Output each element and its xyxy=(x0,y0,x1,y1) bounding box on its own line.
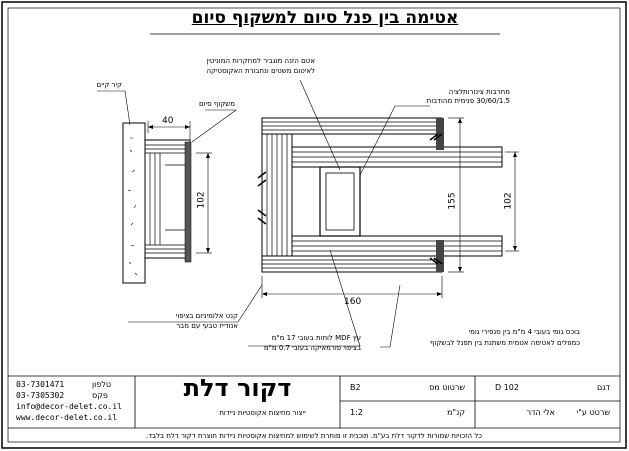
email: info@decor-delet.co.il xyxy=(16,402,122,411)
drawing-no: B2 xyxy=(350,383,361,392)
existing-wall xyxy=(123,123,145,283)
mdf-label: עץ MDF לוחות בעובי 17 מ"מ xyxy=(271,334,361,342)
wall-label: קיר קיים xyxy=(96,81,122,89)
model-no: D 102 xyxy=(495,383,519,392)
scale-label: קנ"מ xyxy=(447,408,465,417)
fax-label: פקס xyxy=(92,391,108,400)
mdf-label-2: בציפוי פורמאיקה בעובי 0.7 מ"מ xyxy=(263,344,361,352)
dimension-155: 155 xyxy=(447,192,458,210)
wall-detail xyxy=(123,123,191,283)
phone-label: טלפון xyxy=(92,380,112,389)
panel-detail xyxy=(258,118,502,272)
gap-seal-label: בוכס גומי בעובי 4 מ"מ בין סנפירי גומי xyxy=(468,328,580,336)
foam-seal-label: אטם הזנה מוגביר למחקרות המוניטין xyxy=(206,57,315,65)
steel-profile-label-2: 30/60/1.5 פנימית מהודבות xyxy=(426,97,510,105)
drawn-by-label: שרטט ע"י xyxy=(576,408,610,417)
frame-label: משקוף סיום xyxy=(199,100,235,108)
copyright-footer: כל הזכויות שמורות לדקור דלת בע"מ. תוכנית זו מותרת לשימוש למחיצות אקוסטיות ניידות תוצרת דקור דלת בלבד. xyxy=(145,432,483,440)
steel-profile-label: מחרבות צינורותלציה xyxy=(448,88,510,96)
foam-seal-label-2: לאיטום משטים ונחבורת האקוסטיקה xyxy=(206,67,315,75)
dimension-40: 40 xyxy=(162,116,174,126)
gap-seal-label-2: כמפלים לאטימה אטמית משתנת בין תפנל לבשקוף xyxy=(430,339,580,347)
dimension-160: 160 xyxy=(344,297,362,307)
drawing-no-label: שרטוט מס xyxy=(429,383,465,392)
drawn-by: אלי הדר xyxy=(526,408,555,417)
website: www.decor-delet.co.il xyxy=(16,413,118,422)
company-slogan: ייצור מחיצות אקוסטיות ניידות xyxy=(219,409,306,417)
phone-number: 03-7301471 xyxy=(16,380,65,389)
dimension-102-left: 102 xyxy=(196,191,207,209)
drawing-title: אטימה בין פנל סיום למשקוף סיום xyxy=(191,8,459,28)
company-name: דקור דלת xyxy=(183,374,292,402)
dimension-102-right: 102 xyxy=(503,192,514,210)
aluminium-label-2: אנודייז טבעי עם מבר xyxy=(176,322,238,330)
scale-value: 1:2 xyxy=(350,408,363,417)
aluminium-label: קנט אלומיניום בציפוי xyxy=(175,312,238,320)
model-label: דגם xyxy=(597,383,610,392)
fax-number: 03-7305302 xyxy=(16,391,65,400)
